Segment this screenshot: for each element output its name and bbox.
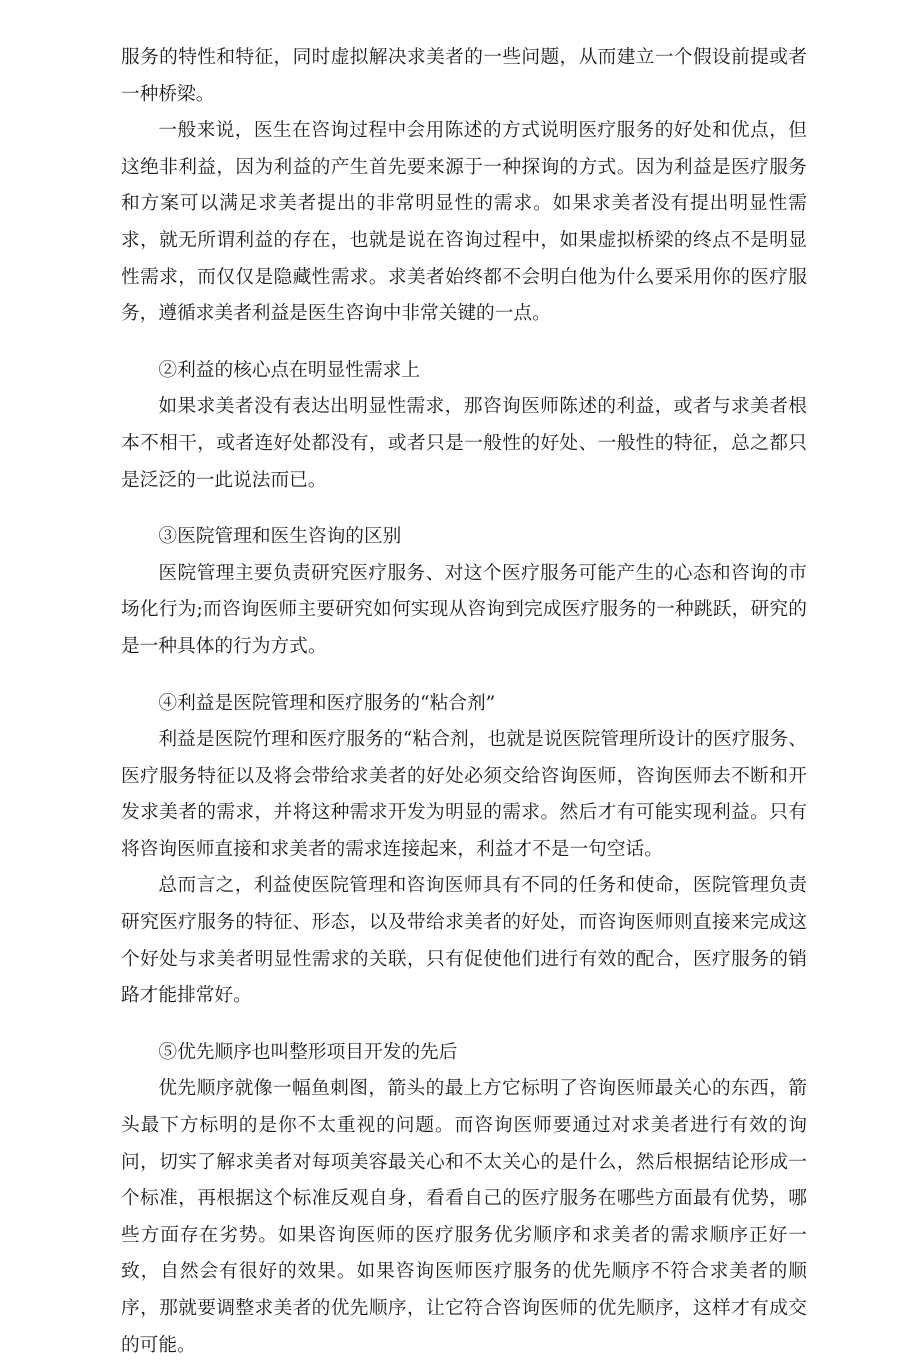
- paragraph-section-2: 如果求美者没有表达出明显性需求，那咨询医师陈述的利益，或者与求美者根本不相干，或者连好处都没有，或者只是一般性的好处、一般性的特征，总之都只是泛泛的一此说法而已。: [121, 396, 807, 491]
- section-heading-3: ③医院管理和医生咨询的区别: [158, 526, 402, 548]
- paragraph-summary: 总而言之，利益使医院管理和咨询医师具有不同的任务和使命，医院管理负责研究医疗服务的特征、形态，以及带给求美者的好处，而咨询医师则直接来完成这个好处与求美者明显性需求的关联，只有促使他们进行有效的配合，医疗服务的销路才能排常好。: [121, 875, 807, 1007]
- section-gap: [121, 499, 807, 519]
- section-heading-2: ②利益的核心点在明显性需求上: [158, 359, 421, 381]
- section-gap: [121, 333, 807, 353]
- section-gap: [121, 1015, 807, 1035]
- document-page: [121, 40, 807, 1364]
- paragraph-intro-continuation: 服务的特性和特征，同时虚拟解决求美者的一些问题，从而建立一个假设前提或者一种桥梁。: [121, 47, 807, 105]
- section-gap: [121, 666, 807, 686]
- paragraph-section-5: 优先顺序就像一幅鱼刺图，箭头的最上方它标明了咨询医师最关心的东西，箭头最下方标明的是你不太重视的问题。而咨询医师要通过对求美者进行有效的询问，切实了解求美者对每项美容最关心和不太关心的是什么，然后根据结论形成一个标准，再根据这个标准反观自身，看看自己的医疗服务在哪些方面最有优势，哪些方面存在劣势。如果咨询医师的医疗服务优劣顺序和求美者的需求顺序正好一致，自然会有很好的效果。如果咨询医师医疗服务的优先顺序不符合求美者的顺序，那就要调整求美者的优先顺序，让它符合咨询医师的优先顺序，这样才有成交的可能。: [121, 1078, 807, 1356]
- paragraph-benefit-explanation: 一般来说，医生在咨询过程中会用陈述的方式说明医疗服务的好处和优点，但这绝非利益，因为利益的产生首先要来源于一种探询的方式。因为利益是医疗服务和方案可以满足求美者提出的非常明显性的需求。如果求美者没有提出明显性需求，就无所谓利益的存在，也就是说在咨询过程中，如果虚拟桥梁的终点不是明显性需求，而仅仅是隐藏性需求。求美者始终都不会明白他为什么要采用你的医疗服务，遵循求美者利益是医生咨询中非常关键的一点。: [121, 120, 807, 325]
- paragraph-section-4: 利益是医院竹理和医疗服务的“粘合剂，也就是说医院管理所设计的医疗服务、医疗服务特征以及将会带给求美者的好处必须交给咨询医师，咨询医师去不断和开发求美者的需求，并将这种需求开发为明显的需求。然后才有可能实现利益。只有将咨询医师直接和求美者的需求连接起来，利益才不是一句空话。: [121, 729, 807, 860]
- section-heading-4: ④利益是医院管理和医疗服务的“粘合剂”: [158, 692, 496, 714]
- section-heading-5: ⑤优先顺序也叫整形项目开发的先后: [158, 1041, 458, 1063]
- paragraph-section-3: 医院管理主要负责研究医疗服务、对这个医疗服务可能产生的心态和咨询的市场化行为;而咨询医师主要研究如何实现从咨询到完成医疗服务的一种跳跃，研究的是一种具体的行为方式。: [121, 562, 807, 657]
